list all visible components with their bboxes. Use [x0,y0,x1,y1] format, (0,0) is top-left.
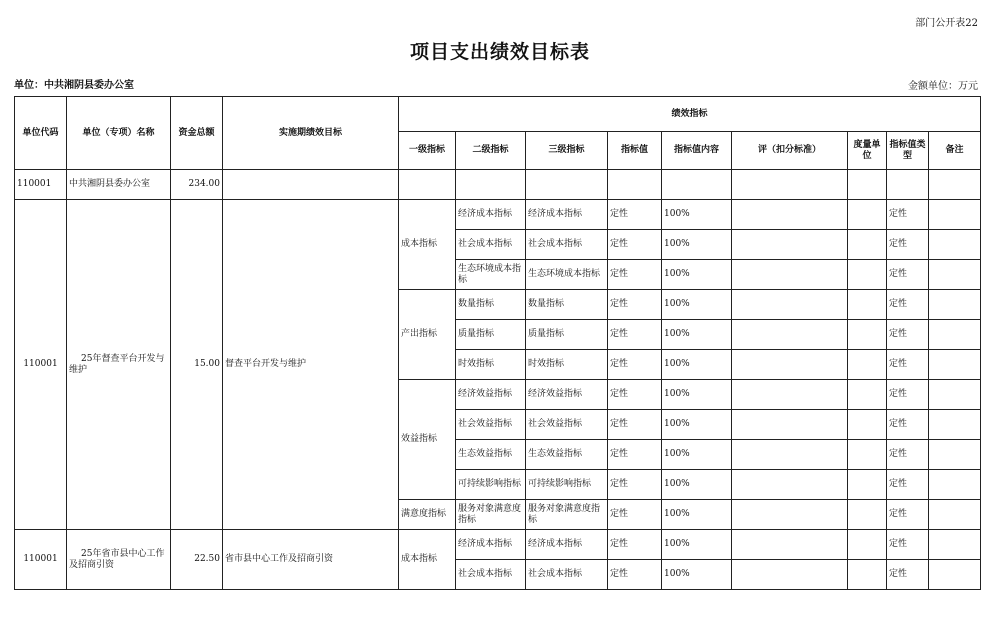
note [929,440,981,470]
level3-indicator: 生态效益指标 [526,440,608,470]
level3-indicator: 社会成本指标 [526,560,608,590]
eval-standard [732,530,848,560]
level3-indicator: 社会效益指标 [526,410,608,440]
table-row [15,200,981,230]
eval-standard [732,470,848,500]
indicator-content: 100% [662,350,732,380]
indicator-value: 定性 [608,200,662,230]
indicator-content: 100% [662,410,732,440]
project-code: 110001 [15,530,67,590]
measure-unit [848,530,887,560]
performance-table [14,96,981,590]
eval-standard [732,440,848,470]
note [929,350,981,380]
header-level1: 一级指标 [399,132,456,170]
header-measure: 度量单位 [848,132,887,170]
note [929,320,981,350]
indicator-content: 100% [662,380,732,410]
summary-row [15,170,981,200]
note [929,530,981,560]
indicator-content: 100% [662,320,732,350]
indicator-value: 定性 [608,350,662,380]
value-type: 定性 [887,230,929,260]
project-code: 110001 [15,200,67,530]
indicator-value: 定性 [608,320,662,350]
level3-indicator: 社会成本指标 [526,230,608,260]
indicator-content: 100% [662,500,732,530]
level1-indicator: 产出指标 [399,290,456,380]
project-name: 25年督查平台开发与维护 [67,200,171,530]
level3-indicator: 经济成本指标 [526,530,608,560]
value-type: 定性 [887,200,929,230]
note [929,200,981,230]
indicator-content: 100% [662,230,732,260]
note [929,230,981,260]
level3-indicator: 时效指标 [526,350,608,380]
indicator-content: 100% [662,290,732,320]
level1-indicator: 成本指标 [399,530,456,590]
value-type: 定性 [887,410,929,440]
note [929,260,981,290]
header-name: 单位（专项）名称 [67,97,171,170]
value-type: 定性 [887,260,929,290]
level2-indicator: 经济成本指标 [456,200,526,230]
header-level3: 三级指标 [526,132,608,170]
project-amount: 15.00 [171,200,223,530]
eval-standard [732,200,848,230]
level2-indicator: 可持续影响指标 [456,470,526,500]
summary-code: 110001 [15,170,67,200]
level3-indicator: 经济效益指标 [526,380,608,410]
level2-indicator: 服务对象满意度指标 [456,500,526,530]
header-value-type: 指标值类型 [887,132,929,170]
header-eval: 评（扣分标准） [732,132,848,170]
value-type: 定性 [887,440,929,470]
measure-unit [848,560,887,590]
indicator-content: 100% [662,200,732,230]
value-type: 定性 [887,290,929,320]
level3-indicator: 数量指标 [526,290,608,320]
summary-amount: 234.00 [171,170,223,200]
level2-indicator: 经济效益指标 [456,380,526,410]
indicator-value: 定性 [608,380,662,410]
eval-standard [732,290,848,320]
indicator-value: 定性 [608,470,662,500]
table-number-label: 部门公开表22 [915,18,978,29]
project-amount: 22.50 [171,530,223,590]
project-goal: 省市县中心工作及招商引资 [223,530,399,590]
header-value: 指标值 [608,132,662,170]
eval-standard [732,500,848,530]
level3-indicator: 质量指标 [526,320,608,350]
eval-standard [732,560,848,590]
note [929,290,981,320]
level2-indicator: 社会效益指标 [456,410,526,440]
level2-indicator: 数量指标 [456,290,526,320]
level2-indicator: 经济成本指标 [456,530,526,560]
measure-unit [848,440,887,470]
indicator-value: 定性 [608,290,662,320]
measure-unit [848,260,887,290]
level1-indicator: 满意度指标 [399,500,456,530]
value-type: 定性 [887,500,929,530]
level2-indicator: 时效指标 [456,350,526,380]
value-type: 定性 [887,380,929,410]
indicator-content: 100% [662,260,732,290]
note [929,500,981,530]
measure-unit [848,500,887,530]
project-name: 25年省市县中心工作及招商引资 [67,530,171,590]
level3-indicator: 服务对象满意度指标 [526,500,608,530]
note [929,470,981,500]
value-type: 定性 [887,320,929,350]
unit-label: 单位：中共湘阴县委办公室 [14,80,134,91]
eval-standard [732,230,848,260]
currency-unit-label: 金额单位：万元 [908,81,978,92]
summary-name: 中共湘阴县委办公室 [67,170,171,200]
value-type: 定性 [887,350,929,380]
note [929,560,981,590]
indicator-content: 100% [662,560,732,590]
page-title: 项目支出绩效目标表 [409,41,590,63]
header-amount: 资金总额 [171,97,223,170]
header-level2: 二级指标 [456,132,526,170]
project-goal: 督查平台开发与维护 [223,200,399,530]
indicator-value: 定性 [608,260,662,290]
indicator-value: 定性 [608,560,662,590]
measure-unit [848,290,887,320]
indicator-value: 定性 [608,230,662,260]
level2-indicator: 社会成本指标 [456,230,526,260]
level3-indicator: 生态环境成本指标 [526,260,608,290]
level2-indicator: 生态环境成本指标 [456,260,526,290]
eval-standard [732,260,848,290]
level1-indicator: 效益指标 [399,380,456,500]
measure-unit [848,320,887,350]
indicator-content: 100% [662,530,732,560]
level2-indicator: 生态效益指标 [456,440,526,470]
indicator-value: 定性 [608,530,662,560]
indicator-value: 定性 [608,410,662,440]
eval-standard [732,380,848,410]
measure-unit [848,410,887,440]
measure-unit [848,200,887,230]
header-performance: 绩效指标 [399,97,981,132]
header-content: 指标值内容 [662,132,732,170]
level1-indicator: 成本指标 [399,200,456,290]
header-goal: 实施期绩效目标 [223,97,399,170]
measure-unit [848,230,887,260]
indicator-content: 100% [662,440,732,470]
value-type: 定性 [887,470,929,500]
measure-unit [848,470,887,500]
header-note: 备注 [929,132,981,170]
eval-standard [732,320,848,350]
indicator-content: 100% [662,470,732,500]
indicator-value: 定性 [608,440,662,470]
value-type: 定性 [887,560,929,590]
header-code: 单位代码 [15,97,67,170]
note [929,380,981,410]
level3-indicator: 可持续影响指标 [526,470,608,500]
level2-indicator: 社会成本指标 [456,560,526,590]
note [929,410,981,440]
eval-standard [732,350,848,380]
level2-indicator: 质量指标 [456,320,526,350]
eval-standard [732,410,848,440]
indicator-value: 定性 [608,500,662,530]
table-row [15,530,981,560]
measure-unit [848,380,887,410]
value-type: 定性 [887,530,929,560]
level3-indicator: 经济成本指标 [526,200,608,230]
measure-unit [848,350,887,380]
